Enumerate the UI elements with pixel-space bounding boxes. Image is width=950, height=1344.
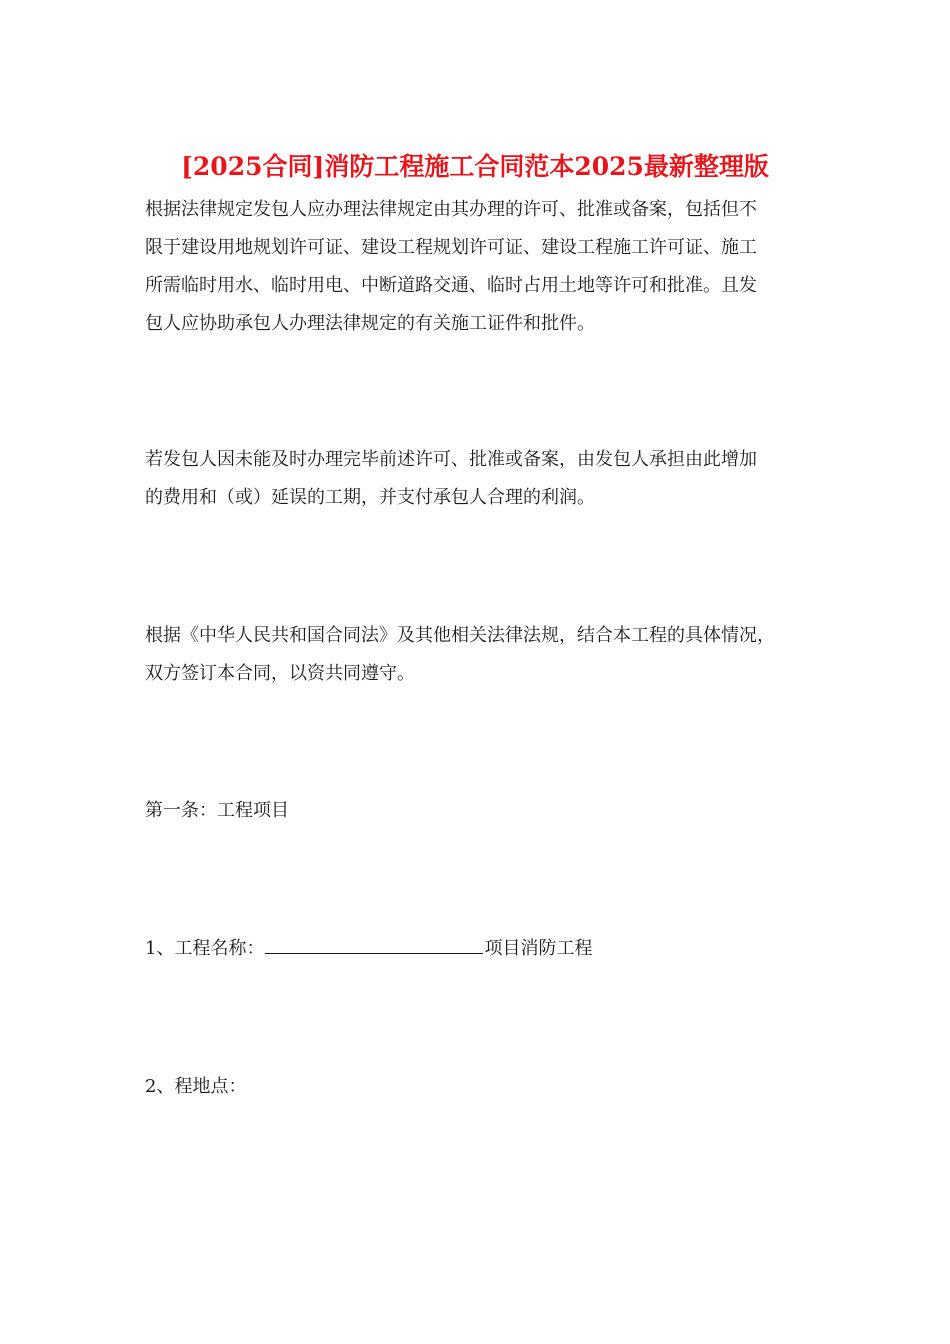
article-one-heading: 第一条：工程项目: [145, 800, 289, 821]
document-title: [2025合同]消防工程施工合同范本2025最新整理版: [181, 152, 769, 181]
paragraph-line: 双方签订本合同，以资共同遵守。: [145, 663, 415, 684]
project-name-field: [145, 930, 810, 968]
paragraph-permits: [145, 191, 810, 343]
project-name-suffix: 项目消防工程: [484, 938, 593, 959]
paragraph-legal-basis: [145, 617, 810, 693]
project-name-blank-line[interactable]: [265, 939, 483, 954]
paragraph-line: 根据《中华人民共和国合同法》及其他相关法律法规，结合本工程的具体情况，: [145, 625, 775, 646]
paragraph-liability: [145, 441, 810, 517]
paragraph-line: 根据法律规定发包人应办理法律规定由其办理的许可、批准或备案，包括但不: [145, 199, 757, 220]
project-name-label: 1、工程名称：: [145, 938, 265, 959]
project-location-field: 2、程地点：: [145, 1076, 247, 1097]
paragraph-line: 限于建设用地规划许可证、建设工程规划许可证、建设工程施工许可证、施工: [145, 237, 757, 258]
paragraph-line: 所需临时用水、临时用电、中断道路交通、临时占用土地等许可和批准。且发: [145, 275, 757, 296]
paragraph-line: 的费用和（或）延误的工期，并支付承包人合理的利润。: [145, 487, 595, 508]
paragraph-line: 包人应协助承包人办理法律规定的有关施工证件和批件。: [145, 313, 595, 334]
paragraph-line: 若发包人因未能及时办理完毕前述许可、批准或备案，由发包人承担由此增加: [145, 449, 757, 470]
